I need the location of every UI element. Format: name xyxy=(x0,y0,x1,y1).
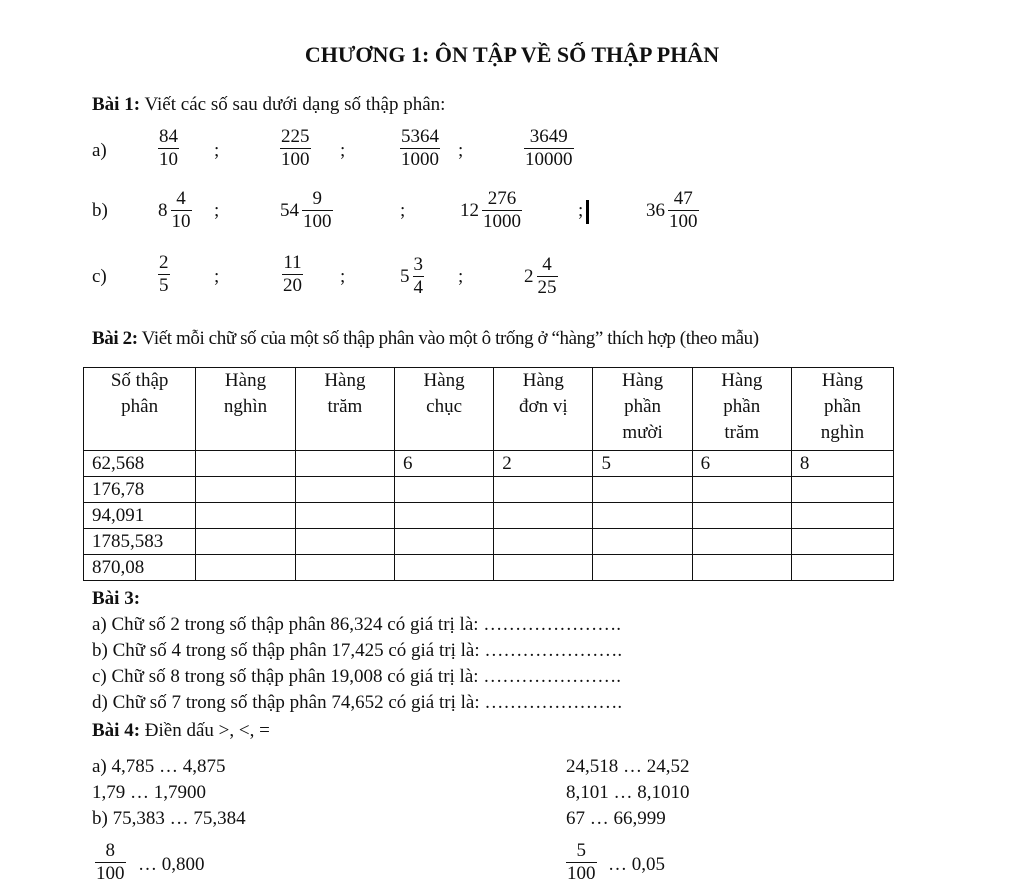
mixed-number: 54 $\frac{9}{100}$ xyxy=(280,188,332,232)
header-text: Hàng xyxy=(721,370,763,391)
digit-cell[interactable] xyxy=(295,477,394,503)
bai4-right-item: 67 … 66,999 xyxy=(566,808,666,829)
table-header-cell xyxy=(494,368,593,451)
header-text: Hàng xyxy=(621,370,664,391)
bai4-left-item: a) 4,785 … 4,875 xyxy=(92,756,226,777)
digit-cell[interactable] xyxy=(593,555,692,581)
digit-cell[interactable] xyxy=(494,529,593,555)
fraction: $\frac{11}{20}$ xyxy=(283,252,302,296)
digit-cell[interactable] xyxy=(295,555,394,581)
bai1-row-a-label: a) xyxy=(92,140,107,161)
header-text: Hàng xyxy=(324,370,366,391)
bai3-item: a) Chữ số 2 trong số thập phân 86,324 có giá trị là: …………………. xyxy=(92,614,622,635)
separator: ; xyxy=(340,266,346,287)
fraction: $\frac{2}{5}$ xyxy=(159,252,169,296)
digit-cell[interactable] xyxy=(295,529,394,555)
place-value-table xyxy=(83,367,894,581)
header-text: phân xyxy=(121,396,159,417)
bai4-right-item: 24,518 … 24,52 xyxy=(566,756,690,777)
header-text: phần xyxy=(723,396,761,417)
mixed-number: 12 $\frac{276}{1000}$ xyxy=(460,188,521,232)
header-text: Hàng xyxy=(522,370,564,391)
mixed-number: 5 $\frac{3}{4}$ xyxy=(400,254,423,298)
decimal-number-cell: 1785,583 xyxy=(84,529,196,555)
table-header-cell xyxy=(84,368,196,451)
bai3-item: c) Chữ số 8 trong số thập phân 19,008 có giá trị là: …………………. xyxy=(92,666,622,687)
digit-cell[interactable] xyxy=(395,503,494,529)
header-text: Hàng xyxy=(423,370,465,391)
bai4-left-item: b) 75,383 … 75,384 xyxy=(92,808,246,829)
fraction: $\frac{3649}{10000}$ xyxy=(525,126,573,170)
bai3-item: d) Chữ số 7 trong số thập phân 74,652 có giá trị là: …………………. xyxy=(92,692,623,713)
digit-cell[interactable] xyxy=(593,503,692,529)
table-header-cell xyxy=(395,368,494,451)
bai2-instruction-line xyxy=(92,328,759,350)
header-text: phần xyxy=(823,396,861,417)
digit-cell[interactable] xyxy=(395,529,494,555)
digit-cell[interactable] xyxy=(494,477,593,503)
digit-cell[interactable] xyxy=(196,451,296,477)
bai3-heading: Bài 3: xyxy=(92,588,141,609)
separator: ; xyxy=(458,140,464,161)
decimal-number-cell: 176,78 xyxy=(84,477,196,503)
digit-cell[interactable] xyxy=(692,503,791,529)
header-text: Số thập xyxy=(110,370,169,391)
mixed-number: 36 $\frac{47}{100}$ xyxy=(646,188,698,232)
bai4-compare-tail: … 0,05 xyxy=(608,854,665,875)
table-row xyxy=(84,451,894,477)
decimal-number-cell: 62,568 xyxy=(84,451,196,477)
header-text: đơn vị xyxy=(519,396,568,417)
digit-cell[interactable]: 8 xyxy=(791,451,893,477)
bai3-item: b) Chữ số 4 trong số thập phân 17,425 có giá trị là: …………………. xyxy=(92,640,623,661)
table-row xyxy=(84,477,894,503)
bai2-heading: Bài 2: xyxy=(92,328,138,349)
digit-cell[interactable]: 5 xyxy=(593,451,692,477)
header-text: phần xyxy=(624,396,662,417)
bai4-compare-tail: … 0,800 xyxy=(138,854,205,875)
mixed-number: 8 $\frac{4}{10}$ xyxy=(158,188,191,232)
digit-cell[interactable] xyxy=(593,529,692,555)
digit-cell[interactable] xyxy=(791,529,893,555)
digit-cell[interactable] xyxy=(692,477,791,503)
digit-cell[interactable] xyxy=(295,451,394,477)
digit-cell[interactable] xyxy=(494,503,593,529)
text-cursor xyxy=(586,200,589,224)
digit-cell[interactable] xyxy=(196,555,296,581)
separator: ; xyxy=(214,200,220,221)
header-text: chục xyxy=(426,396,463,417)
digit-cell[interactable]: 6 xyxy=(692,451,791,477)
decimal-number-cell: 94,091 xyxy=(84,503,196,529)
header-text: Hàng xyxy=(224,370,267,391)
digit-cell[interactable] xyxy=(494,555,593,581)
table-header-cell xyxy=(692,368,791,451)
digit-cell[interactable] xyxy=(791,477,893,503)
table-header-cell xyxy=(791,368,893,451)
digit-cell[interactable] xyxy=(791,555,893,581)
bai1-row-b-label: b) xyxy=(92,200,108,221)
separator: ; xyxy=(214,140,220,161)
fraction: $\frac{8}{100}$ xyxy=(96,840,125,884)
digit-cell[interactable] xyxy=(196,477,296,503)
table-header-cell xyxy=(593,368,692,451)
separator: ; xyxy=(458,266,464,287)
mixed-number: 2 $\frac{4}{25}$ xyxy=(524,254,557,298)
header-text: nghìn xyxy=(820,422,865,443)
digit-cell[interactable] xyxy=(692,529,791,555)
page-title: CHƯƠNG 1: ÔN TẬP VỀ SỐ THẬP PHÂN xyxy=(304,42,720,67)
bai4-left-item: 1,79 … 1,7900 xyxy=(92,782,206,803)
bai4-instruction-line xyxy=(92,720,270,742)
digit-cell[interactable] xyxy=(395,555,494,581)
bai1-heading: Bài 1: xyxy=(92,94,141,115)
header-text: nghìn xyxy=(223,396,268,417)
digit-cell[interactable]: 6 xyxy=(395,451,494,477)
table-row xyxy=(84,529,894,555)
table-header-row xyxy=(84,368,894,451)
digit-cell[interactable] xyxy=(692,555,791,581)
separator: ; xyxy=(214,266,220,287)
fraction: $\frac{84}{10}$ xyxy=(159,126,178,170)
separator: ; xyxy=(340,140,346,161)
header-text: trăm xyxy=(724,422,760,443)
digit-cell[interactable] xyxy=(791,503,893,529)
fraction: $\frac{5}{100}$ xyxy=(567,840,596,884)
decimal-number-cell: 870,08 xyxy=(84,555,196,581)
table-header-cell xyxy=(295,368,394,451)
bai4-heading: Bài 4: xyxy=(92,720,141,741)
bai1-row-c-label: c) xyxy=(92,266,107,287)
header-text: mười xyxy=(622,422,663,443)
digit-cell[interactable]: 2 xyxy=(494,451,593,477)
bai4-right-item: 8,101 … 8,1010 xyxy=(566,782,690,803)
table-row xyxy=(84,503,894,529)
bai4-instruction: Điền dấu >, <, = xyxy=(144,720,270,741)
separator: ; xyxy=(400,200,406,221)
digit-cell[interactable] xyxy=(196,503,296,529)
digit-cell[interactable] xyxy=(395,477,494,503)
header-text: Hàng xyxy=(821,370,864,391)
header-text: trăm xyxy=(327,396,363,417)
fraction: $\frac{225}{100}$ xyxy=(281,126,310,170)
digit-cell[interactable] xyxy=(593,477,692,503)
digit-cell[interactable] xyxy=(295,503,394,529)
separator: ; xyxy=(578,200,584,221)
table-row xyxy=(84,555,894,581)
table-header-cell xyxy=(196,368,296,451)
bai2-instruction: Viết mỗi chữ số của một số thập phân vào một ô trống ở “hàng” thích hợp (theo mẫu) xyxy=(141,328,759,349)
fraction: $\frac{5364}{1000}$ xyxy=(401,126,439,170)
digit-cell[interactable] xyxy=(196,529,296,555)
bai1-instruction-line xyxy=(92,94,445,116)
bai1-instruction: Viết các số sau dưới dạng số thập phân: xyxy=(144,94,446,115)
